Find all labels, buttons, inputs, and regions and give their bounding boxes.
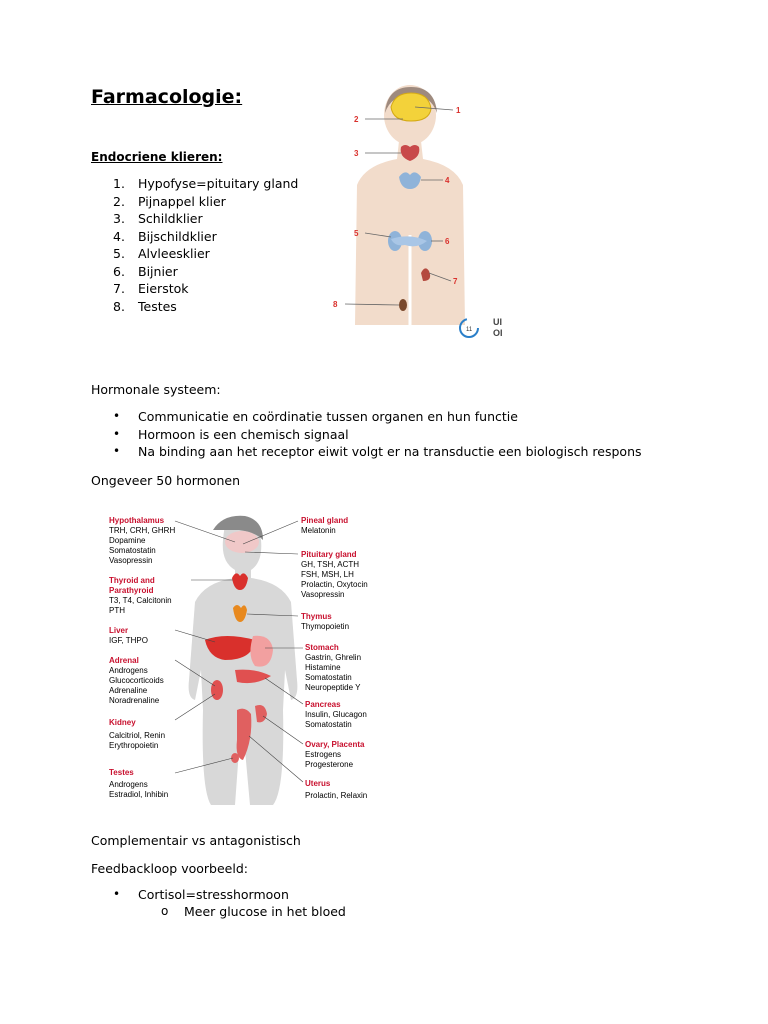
- svg-text:Somatostatin: Somatostatin: [305, 673, 352, 682]
- svg-text:Gastrin, Ghrelin: Gastrin, Ghrelin: [305, 653, 362, 662]
- list-item: o Meer glucose in het bloed: [161, 904, 346, 919]
- list-item: 3. Schildklier: [113, 211, 203, 226]
- svg-text:Thymopoietin: Thymopoietin: [301, 622, 350, 631]
- hormone-count-note: Ongeveer 50 hormonen: [91, 473, 241, 488]
- svg-text:UI: UI: [493, 317, 502, 327]
- hypothalamus-label: Hypothalamus: [109, 516, 165, 525]
- label-4: 4: [445, 176, 450, 185]
- svg-text:Erythropoietin: Erythropoietin: [109, 741, 159, 750]
- svg-text:Vasopressin: Vasopressin: [109, 556, 153, 565]
- pituitary-label: Pituitary gland: [301, 550, 357, 559]
- feedback-sub-bullets: [91, 904, 346, 922]
- svg-text:Prolactin, Relaxin: Prolactin, Relaxin: [305, 791, 368, 800]
- kidney-icon: [211, 680, 223, 700]
- adrenal-label: Adrenal: [109, 656, 139, 665]
- testes-label: Testes: [109, 768, 134, 777]
- svg-text:Calcitriol, Renin: Calcitriol, Renin: [109, 731, 166, 740]
- body-silhouette: [189, 518, 298, 805]
- liver-label: Liver: [109, 626, 129, 635]
- svg-text:GH, TSH, ACTH: GH, TSH, ACTH: [301, 560, 360, 569]
- list-item: 1. Hypofyse=pituitary gland: [113, 176, 299, 191]
- endocrine-glands-figure: [325, 85, 510, 345]
- label-2: 2: [354, 115, 359, 124]
- list-item: • Hormoon is een chemisch signaal: [113, 426, 349, 442]
- svg-text:Adrenaline: Adrenaline: [109, 686, 148, 695]
- thymus-label: Thymus: [301, 612, 332, 621]
- label-3: 3: [354, 149, 359, 158]
- brain-icon: [225, 531, 259, 553]
- page-title: Farmacologie:: [91, 86, 243, 108]
- svg-text:Androgens: Androgens: [109, 780, 148, 789]
- kidney-label: Kidney: [109, 718, 136, 727]
- brain-icon: [391, 93, 431, 121]
- svg-text:Progesterone: Progesterone: [305, 760, 354, 769]
- glands-list: [91, 176, 298, 316]
- label-7: 7: [453, 277, 458, 286]
- svg-text:Estradiol, Inhibin: Estradiol, Inhibin: [109, 790, 169, 799]
- svg-text:Glucocorticoids: Glucocorticoids: [109, 676, 164, 685]
- pineal-label: Pineal gland: [301, 516, 349, 525]
- label-1: 1: [456, 106, 461, 115]
- svg-text:Somatostatin: Somatostatin: [109, 546, 156, 555]
- svg-text:TRH, CRH, GHRH: TRH, CRH, GHRH: [109, 526, 176, 535]
- svg-text:PTH: PTH: [109, 606, 125, 615]
- testes-icon: [399, 299, 407, 311]
- list-item: • Communicatie en coördinatie tussen organen en hun functie: [113, 409, 518, 424]
- list-item: • Na binding aan het receptor eiwit volgt er na transductie een biologisch respons: [113, 444, 642, 459]
- svg-text:T3, T4, Calcitonin: T3, T4, Calcitonin: [109, 596, 172, 605]
- svg-text:Prolactin, Oxytocin: Prolactin, Oxytocin: [301, 580, 368, 589]
- list-item: 8. Testes: [113, 298, 177, 314]
- svg-text:Parathyroid: Parathyroid: [109, 586, 154, 595]
- stomach-label: Stomach: [305, 643, 339, 652]
- svg-text:Somatostatin: Somatostatin: [305, 720, 352, 729]
- list-item: 7. Eierstok: [113, 281, 189, 296]
- label-5: 5: [354, 229, 359, 238]
- svg-text:FSH, MSH, LH: FSH, MSH, LH: [301, 570, 354, 579]
- list-item: 4. Bijschildklier: [113, 228, 217, 244]
- svg-text:Vasopressin: Vasopressin: [301, 590, 345, 599]
- svg-text:Androgens: Androgens: [109, 666, 148, 675]
- list-item: 6. Bijnier: [113, 263, 178, 279]
- svg-text:Noradrenaline: Noradrenaline: [109, 696, 160, 705]
- svg-text:Melatonin: Melatonin: [301, 526, 336, 535]
- hormonal-bullets: [91, 409, 642, 462]
- svg-text:IGF, THPO: IGF, THPO: [109, 636, 148, 645]
- ovary-label: Ovary, Placenta: [305, 740, 365, 749]
- list-item: 2. Pijnappel klier: [113, 193, 226, 209]
- uterus-label: Uterus: [305, 779, 331, 788]
- svg-text:Dopamine: Dopamine: [109, 536, 146, 545]
- feedback-bullets: [91, 887, 289, 905]
- glands-heading: Endocriene klieren:: [91, 150, 223, 164]
- svg-text:11: 11: [466, 327, 473, 333]
- hormone-body-figure: [105, 510, 385, 805]
- thyroid-label: Thyroid and: [109, 576, 155, 585]
- label-6: 6: [445, 237, 450, 246]
- svg-text:Estrogens: Estrogens: [305, 750, 342, 759]
- list-item: 5. Alvleesklier: [113, 246, 210, 261]
- pancreas-label: Pancreas: [305, 700, 341, 709]
- svg-text:Neuropeptide Y: Neuropeptide Y: [305, 683, 361, 692]
- svg-text:Insulin, Glucagon: Insulin, Glucagon: [305, 710, 367, 719]
- label-8: 8: [333, 300, 338, 309]
- svg-text:Histamine: Histamine: [305, 663, 341, 672]
- hormonal-heading: Hormonale systeem:: [91, 382, 221, 397]
- complementary-line: Complementair vs antagonistisch: [91, 833, 301, 848]
- list-item: • Cortisol=stresshormoon: [113, 887, 289, 902]
- svg-text:OI: OI: [493, 328, 503, 338]
- feedback-heading: Feedbackloop voorbeeld:: [91, 861, 248, 876]
